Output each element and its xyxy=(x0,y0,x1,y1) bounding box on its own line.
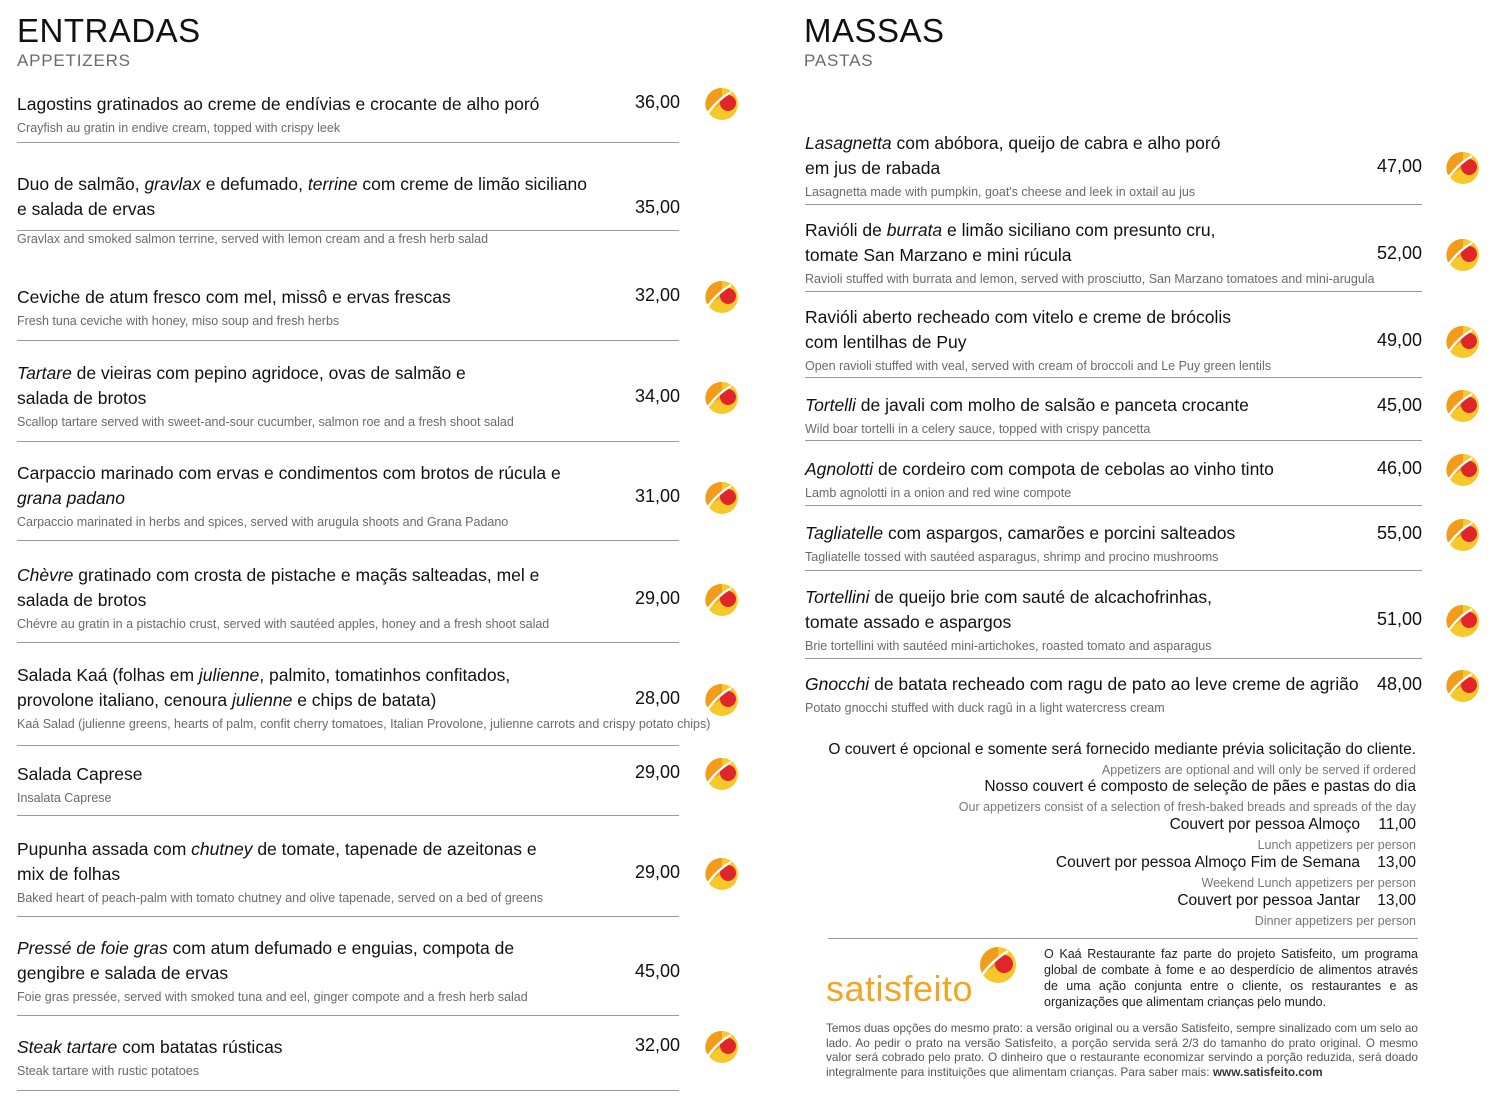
menu-item-name: Chèvre gratinado com crosta de pistache e maçãs salteadas, mel e salada de brotos xyxy=(17,565,540,610)
menu-item xyxy=(805,131,1375,199)
menu-item-description: Chévre au gratin in a pistachio crust, served with sautéed apples, honey and a fresh shoot salad xyxy=(17,617,550,631)
menu-item-price: 47,00 xyxy=(1376,156,1422,176)
menu-item-name: Salada Caprese xyxy=(17,764,143,784)
menu-item-price: 29,00 xyxy=(634,862,680,882)
satisfeito-about: O Kaá Restaurante faz parte do projeto Satisfeito, um programa global de combate à fome e ao desperdício de alimentos através de uma ação conjunta entre o cliente, os restaurantes e as organizações que alimentam crianças pelo mundo. xyxy=(1044,947,1418,1009)
menu-item-name: Ravióli de burrata e limão siciliano com presunto cru, tomate San Marzano e mini rúcula xyxy=(805,220,1216,265)
couvert-price-en: Lunch appetizers per person xyxy=(1257,838,1416,852)
menu-item xyxy=(805,521,1375,564)
satisfeito-seal-icon xyxy=(1446,453,1480,487)
menu-item-description: Fresh tuna ceviche with honey, miso soup and fresh herbs xyxy=(17,314,340,328)
footer-divider xyxy=(828,938,1418,939)
menu-item-divider xyxy=(17,1015,679,1016)
menu-item-name: Salada Kaá (folhas em julienne, palmito, tomatinhos confitados, provolone italiano, cenoura julienne e chips de batata) xyxy=(17,665,511,710)
menu-item xyxy=(805,457,1375,500)
menu-item-name: Gnocchi de batata recheado com ragu de pato ao leve creme de agrião xyxy=(805,674,1359,694)
menu-item-description: Carpaccio marinated in herbs and spices, served with arugula shoots and Grana Padano xyxy=(17,515,509,529)
couvert-price-row xyxy=(1170,816,1416,834)
couvert-price-label: Couvert por pessoa Almoço xyxy=(1169,816,1360,833)
menu-item-divider xyxy=(17,916,679,917)
menu-item-divider xyxy=(805,570,1422,571)
couvert-price-en: Dinner appetizers per person xyxy=(1254,914,1416,928)
menu-item-description: Brie tortellini with sautéed mini-artichokes, roasted tomato and asparagus xyxy=(805,639,1212,653)
menu-item-name: Lasagnetta com abóbora, queijo de cabra e alho poró em jus de rabada xyxy=(805,133,1221,178)
satisfeito-note xyxy=(826,1021,1418,1079)
menu-item xyxy=(17,285,617,328)
menu-item-price: 49,00 xyxy=(1376,330,1422,350)
couvert-price-label: Couvert por pessoa Almoço Fim de Semana xyxy=(1055,854,1360,871)
satisfeito-seal-icon xyxy=(1446,389,1480,423)
couvert-note-en: Appetizers are optional and will only be served if ordered xyxy=(1101,763,1416,777)
menu-item xyxy=(17,172,617,246)
menu-item-divider xyxy=(17,441,679,442)
couvert-composition-en: Our appetizers consist of a selection of fresh-baked breads and spreads of the day xyxy=(958,800,1416,814)
menu-item-divider xyxy=(17,642,679,643)
menu-item-price: 46,00 xyxy=(1376,458,1422,478)
satisfeito-seal-icon xyxy=(705,280,739,314)
menu-item-price: 34,00 xyxy=(634,386,680,406)
menu-item-price: 45,00 xyxy=(634,961,680,981)
menu-item-description: Foie gras pressée, served with smoked tuna and eel, ginger compote and a fresh herb salad xyxy=(17,990,528,1004)
menu-item-description: Kaá Salad (julienne greens, hearts of palm, confit cherry tomatoes, Italian Provolone, julienne carrots and crispy potato chips) xyxy=(17,717,711,731)
menu-item-price: 28,00 xyxy=(634,688,680,708)
satisfeito-seal-icon xyxy=(1446,669,1480,703)
menu-item-divider xyxy=(17,745,679,746)
menu-item xyxy=(805,393,1375,436)
menu-item-description: Baked heart of peach-palm with tomato chutney and olive tapenade, served on a bed of greens xyxy=(17,891,544,905)
menu-item-divider xyxy=(805,204,1422,205)
menu-item-divider xyxy=(805,440,1422,441)
menu-item-price: 48,00 xyxy=(1376,674,1422,694)
satisfeito-seal-icon xyxy=(1446,151,1480,185)
menu-item-name: Tortelli de javali com molho de salsão e panceta crocante xyxy=(805,395,1249,415)
menu-item-description: Insalata Caprese xyxy=(17,791,112,805)
couvert-price-value: 13,00 xyxy=(1377,854,1416,871)
menu-item-name: Ceviche de atum fresco com mel, missô e ervas frescas xyxy=(17,287,451,307)
menu-item-description: Wild boar tortelli in a celery sauce, topped with crispy pancetta xyxy=(805,422,1151,436)
couvert-note: O couvert é opcional e somente será fornecido mediante prévia solicitação do cliente. xyxy=(828,741,1416,758)
menu-item-price: 45,00 xyxy=(1376,395,1422,415)
menu-item xyxy=(17,936,617,1004)
satisfeito-note-text: Temos duas opções do mesmo prato: a versão original ou a versão Satisfeito, sempre sinalizado com um selo ao lado. Ao pedir o prato na versão Satisfeito, a porção servida será 2/3 do tamanho do prato original. O mesmo valor será cobrado pelo prato. O dinheiro que o restaurante economizar servindo a porção reduzida, será doado integralmente para instituições que alimentam crianças. Para saber mais: xyxy=(826,1021,1418,1079)
couvert-price-row xyxy=(1177,892,1416,910)
menu-item-name: Pressé de foie gras com atum defumado e enguias, compota de gengibre e salada de ervas xyxy=(17,938,515,983)
menu-item-divider xyxy=(17,142,679,143)
menu-item-price: 31,00 xyxy=(634,486,680,506)
menu-item-name: Lagostins gratinados ao creme de endívias e crocante de alho poró xyxy=(17,94,540,114)
menu-item-description: Scallop tartare served with sweet-and-sour cucumber, salmon roe and a fresh shoot salad xyxy=(17,415,514,429)
satisfeito-seal-icon xyxy=(1446,604,1480,638)
menu-item-divider xyxy=(17,815,679,816)
menu-item-name: Tartare de vieiras com pepino agridoce, ovas de salmão e salada de brotos xyxy=(17,363,466,408)
menu-item-price: 29,00 xyxy=(634,588,680,608)
menu-item-divider xyxy=(17,1090,679,1091)
satisfeito-seal-icon xyxy=(705,481,739,515)
menu-item-name: Tortellini de queijo brie com sauté de alcachofrinhas, tomate assado e aspargos xyxy=(805,587,1212,632)
menu-item-description: Tagliatelle tossed with sautéed asparagus, shrimp and procino mushrooms xyxy=(805,550,1219,564)
satisfeito-brand: satisfeito xyxy=(826,968,974,1009)
menu-item-price: 32,00 xyxy=(634,285,680,305)
satisfeito-seal-icon xyxy=(705,857,739,891)
menu-item-price: 51,00 xyxy=(1376,609,1422,629)
menu-item-price: 29,00 xyxy=(634,762,680,782)
satisfeito-seal-icon xyxy=(705,1030,739,1064)
menu-item-description: Steak tartare with rustic potatoes xyxy=(17,1064,200,1078)
satisfeito-seal-icon xyxy=(1446,325,1480,359)
couvert-price-value: 11,00 xyxy=(1378,816,1416,833)
menu-item-name: Steak tartare com batatas rústicas xyxy=(17,1037,283,1057)
menu-item xyxy=(17,361,617,429)
menu-item-description: Open ravioli stuffed with veal, served with cream of broccoli and Le Puy green lentils xyxy=(805,359,1271,373)
satisfeito-seal-icon xyxy=(978,945,1018,985)
menu-item-name: Carpaccio marinado com ervas e condimentos com brotos de rúcula e grana padano xyxy=(17,463,561,508)
menu-item xyxy=(17,1035,617,1078)
menu-item-description: Potato gnocchi stuffed with duck ragû in a light watercress cream xyxy=(805,701,1165,715)
satisfeito-seal-icon xyxy=(705,381,739,415)
couvert-price-label: Couvert por pessoa Jantar xyxy=(1177,892,1360,909)
couvert-price-row xyxy=(1056,854,1416,872)
menu-item-description: Crayfish au gratin in endive cream, topped with crispy leek xyxy=(17,121,341,135)
menu-item-description: Lamb agnolotti in a onion and red wine compote xyxy=(805,486,1072,500)
menu-item-price: 36,00 xyxy=(634,92,680,112)
satisfeito-seal-icon xyxy=(1446,518,1480,552)
menu-item-name: Agnolotti de cordeiro com compota de cebolas ao vinho tinto xyxy=(805,459,1274,479)
menu-item-price: 55,00 xyxy=(1376,523,1422,543)
menu-item-description: Ravioli stuffed with burrata and lemon, served with prosciutto, San Marzano tomatoes and mini-arugula xyxy=(805,272,1375,286)
menu-item-price: 35,00 xyxy=(634,197,680,217)
menu-item-name: Tagliatelle com aspargos, camarões e porcini salteados xyxy=(805,523,1236,543)
menu-item-divider xyxy=(805,291,1422,292)
couvert-price-en: Weekend Lunch appetizers per person xyxy=(1201,876,1416,890)
menu-item-divider xyxy=(17,340,679,341)
menu-item xyxy=(805,218,1375,286)
menu-item-name: Pupunha assada com chutney de tomate, tapenade de azeitonas e mix de folhas xyxy=(17,839,537,884)
menu-item-description: Gravlax and smoked salmon terrine, served with lemon cream and a fresh herb salad xyxy=(17,232,489,246)
satisfeito-seal-icon xyxy=(705,683,739,717)
menu-item-description: Lasagnetta made with pumpkin, goat's cheese and leek in oxtail au jus xyxy=(805,185,1196,199)
menu-item xyxy=(805,672,1375,715)
menu-item xyxy=(17,461,617,529)
menu-item-divider xyxy=(17,230,679,231)
menu-item-divider xyxy=(17,540,679,541)
menu-item-name: Duo de salmão, gravlax e defumado, terrine com creme de limão siciliano e salada de ervas xyxy=(17,174,588,219)
section-title-entradas: ENTRADAS xyxy=(17,12,201,49)
section-subtitle-pastas: PASTAS xyxy=(804,51,874,70)
satisfeito-seal-icon xyxy=(705,583,739,617)
satisfeito-seal-icon xyxy=(705,87,739,121)
menu-item-divider xyxy=(805,377,1422,378)
couvert-composition: Nosso couvert é composto de seleção de pães e pastas do dia xyxy=(984,778,1416,795)
satisfeito-seal-icon xyxy=(705,757,739,791)
section-title-massas: MASSAS xyxy=(804,12,945,49)
section-subtitle-appetizers: APPETIZERS xyxy=(17,51,131,70)
menu-item-price: 52,00 xyxy=(1376,243,1422,263)
menu-item xyxy=(17,563,617,631)
satisfeito-link[interactable]: www.satisfeito.com xyxy=(1212,1064,1323,1079)
menu-item xyxy=(17,762,617,805)
menu-item xyxy=(17,92,617,135)
menu-item-name: Ravióli aberto recheado com vitelo e creme de brócolis com lentilhas de Puy xyxy=(805,307,1232,352)
couvert-price-value: 13,00 xyxy=(1377,892,1416,909)
menu-item xyxy=(805,585,1375,653)
menu-item-divider xyxy=(805,505,1422,506)
menu-item-divider xyxy=(805,658,1422,659)
satisfeito-seal-icon xyxy=(1446,238,1480,272)
menu-item-price: 32,00 xyxy=(634,1035,680,1055)
menu-item xyxy=(805,305,1375,373)
menu-item xyxy=(17,837,617,905)
